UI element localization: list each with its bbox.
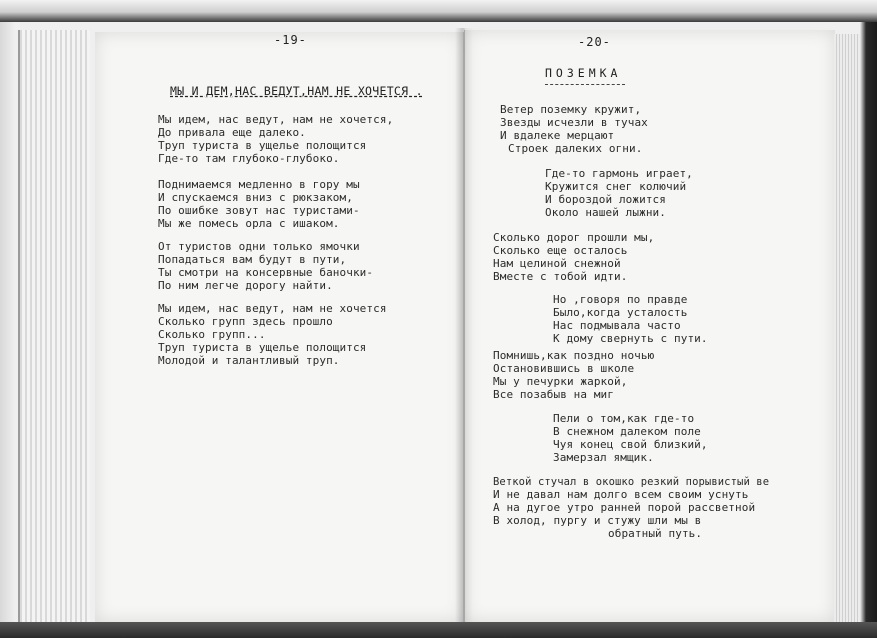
right-line: В холод, пургу и стужу шли мы в — [493, 514, 702, 527]
right-poem-title: ПОЗЕМКА — [545, 66, 622, 80]
right-line: В снежном далеком поле — [553, 425, 701, 438]
right-line: Пели о том,как где-то — [553, 412, 695, 425]
left-line: Поднимаемся медленно в гору мы — [158, 178, 360, 191]
right-line: Ветер поземку кружит, — [500, 103, 642, 116]
left-line: Мы же помесь орла с ишаком. — [158, 217, 340, 230]
right-line: И бороздой ложится — [545, 193, 667, 206]
left-line: Мы идем, нас ведут, нам не хочется, — [158, 113, 394, 126]
right-line: Сколько дорог прошли мы, — [493, 231, 655, 244]
left-line: Молодой и талантливый труп. — [158, 354, 340, 367]
title-underline — [545, 84, 625, 85]
right-line: Сколько еще осталось — [493, 244, 628, 257]
left-line: Труп туриста в ущелье полощится — [158, 139, 367, 152]
right-line: Чуя конец свой близкий, — [553, 438, 708, 451]
left-line: И спускаемся вниз с рюкзаком, — [158, 191, 353, 204]
left-line: По ним легче дорогу найти. — [158, 279, 333, 292]
left-line: Труп туриста в ущелье полощится — [158, 341, 367, 354]
right-line: Где-то гармонь играет, — [545, 167, 693, 180]
book-gutter — [455, 28, 473, 628]
left-line: Ты смотри на консервные баночки- — [158, 266, 374, 279]
left-line: Попадаться вам будут в пути, — [158, 253, 347, 266]
right-line: Но ,говоря по правде — [553, 293, 688, 306]
left-poem-title: МЫ И ДЕМ,НАС ВЕДУТ,НАМ НЕ ХОЧЕТСЯ . — [170, 84, 423, 98]
left-line: По ошибке зовут нас туристами- — [158, 204, 360, 217]
right-line: Нам целиной снежной — [493, 257, 621, 270]
right-line: А на дугое утро ранней порой рассветной — [493, 501, 756, 514]
right-line: Вместе с тобой идти. — [493, 270, 628, 283]
left-page-number: -19- — [274, 33, 307, 47]
left-line: От туристов одни только ямочки — [158, 240, 360, 253]
right-line: И вдалеке мерцают — [500, 129, 615, 142]
right-line: И не давал нам долго всем своим уснуть — [493, 488, 749, 501]
right-line: Кружится снег колючий — [545, 180, 687, 193]
right-line: обратный путь. — [608, 527, 703, 540]
right-line: Мы у печурки жаркой, — [493, 375, 628, 388]
book-page-edges-right — [834, 34, 860, 622]
right-line: Помнишь,как поздно ночью — [493, 349, 655, 362]
left-line: До привала еще далеко. — [158, 126, 306, 139]
right-line: К дому свернуть с пути. — [553, 332, 708, 345]
right-line: Звезды исчезли в тучах — [500, 116, 648, 129]
right-line: Строек далеких огни. — [508, 142, 643, 155]
right-line: Около нашей лыжни. — [545, 206, 667, 219]
left-line: Сколько групп... — [158, 328, 266, 341]
right-line: Все позабыв на миг — [493, 388, 615, 401]
right-line: Нас подмывала часто — [553, 319, 681, 332]
right-page-number: -20- — [578, 35, 611, 49]
left-line: Где-то там глубоко-глубоко. — [158, 152, 340, 165]
left-line: Сколько групп здесь прошло — [158, 315, 333, 328]
right-line: Остановившись в школе — [493, 362, 635, 375]
right-line: Замерзал ямщик. — [553, 451, 654, 464]
scan-top-border — [0, 0, 877, 22]
left-line: Мы идем, нас ведут, нам не хочется — [158, 302, 387, 315]
right-line: Веткой стучал в окошко резкий порывистый ве — [493, 476, 770, 488]
scan-bottom-border — [0, 622, 877, 638]
book-page-edges-left — [18, 30, 90, 625]
right-line: Было,когда усталость — [553, 306, 688, 319]
